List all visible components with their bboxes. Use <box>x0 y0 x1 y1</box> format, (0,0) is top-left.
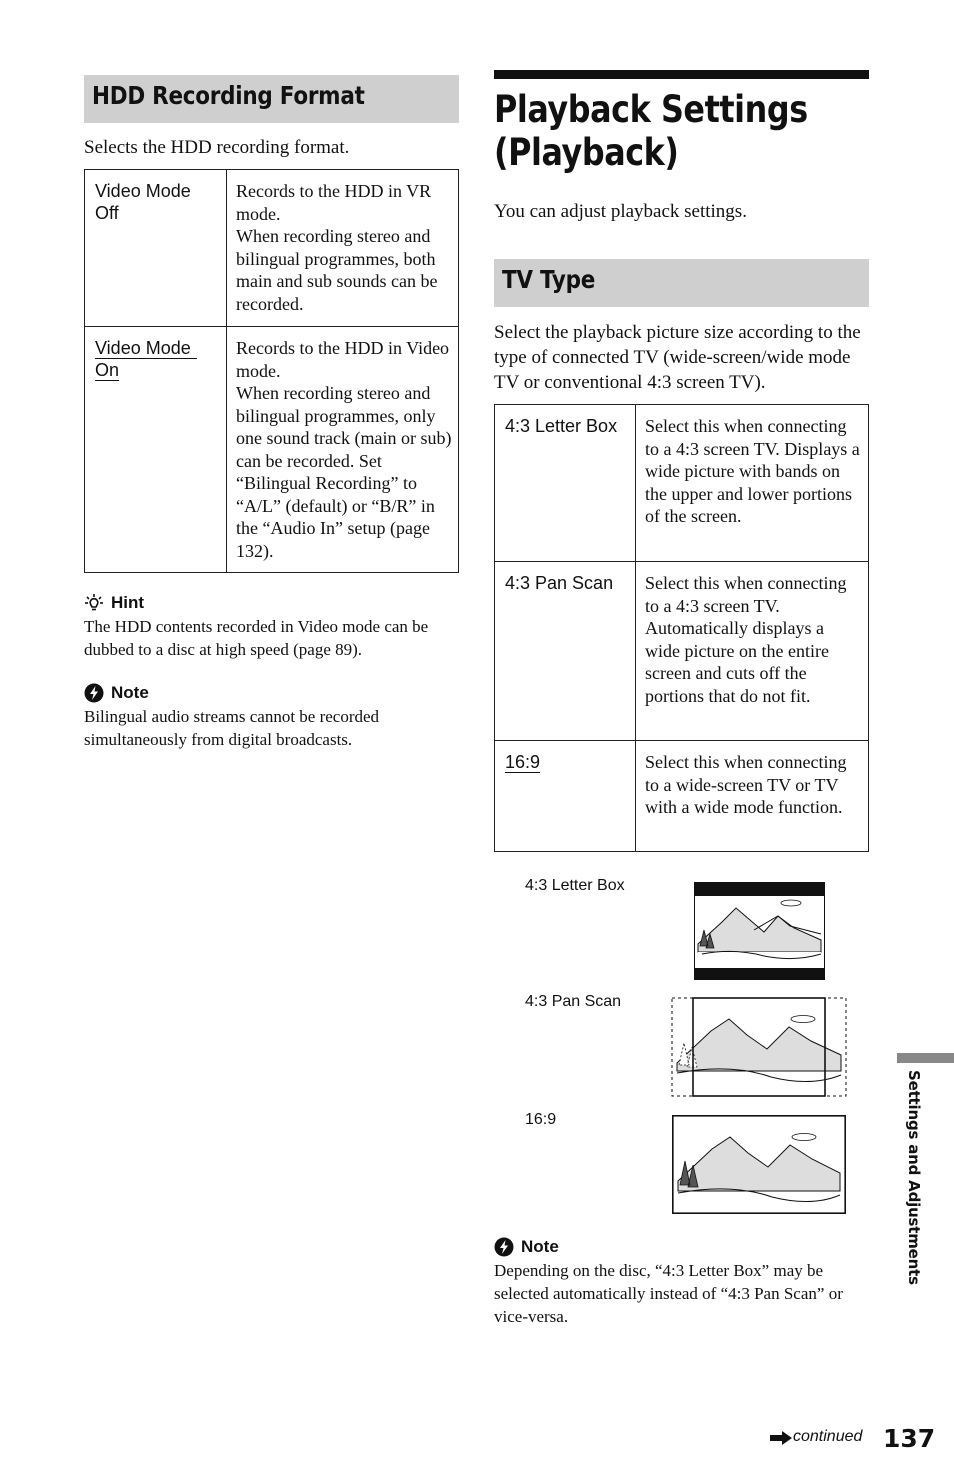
hint-title-row <box>84 593 459 613</box>
table-row <box>495 405 869 562</box>
right-note <box>494 1237 869 1328</box>
option-key-default-line2: On <box>95 360 120 380</box>
option-key-default: 16:9 <box>505 752 541 772</box>
option-description: Select this when connecting to a 4:3 screen TV. Displays a wide picture with bands on the upper and lower portions of the screen. <box>636 405 869 562</box>
widescreen-illustration <box>672 1115 846 1214</box>
table-row <box>495 741 869 852</box>
pic-label-panscan: 4:3 Pan Scan <box>525 993 622 1010</box>
footer <box>770 1424 936 1458</box>
table-row <box>85 170 459 327</box>
option-description: Records to the HDD in VR mode. When recording stereo and bilingual programmes, both main and sub sounds can be recorded. <box>227 170 459 327</box>
note-bolt-icon <box>494 1237 514 1257</box>
option-key-line2: Off <box>95 203 119 223</box>
title-rule <box>494 70 869 79</box>
table-row <box>495 562 869 741</box>
note-bolt-icon <box>84 683 104 703</box>
page-title: Playback Settings (Playback) <box>494 88 808 174</box>
note-text: Depending on the disc, “4:3 Letter Box” may be selected automatically instead of “4:3 Pan Scan” or vice-versa. <box>494 1261 843 1326</box>
table-row <box>85 327 459 573</box>
note-title-row <box>494 1237 869 1257</box>
tv-type-intro: Select the playback picture size according to the type of connected TV (wide-screen/wide mode TV or conventional 4:3 screen TV). <box>494 322 861 393</box>
right-column <box>494 70 869 852</box>
option-key-default: Video Mode <box>95 338 197 359</box>
left-column <box>84 75 459 751</box>
continued-label: continued <box>793 1428 863 1445</box>
option-key: 4:3 Pan Scan <box>495 562 636 741</box>
option-description: Records to the HDD in Video mode. When recording stereo and bilingual programmes, only one sound track (main or sub) can be recorded. Set “Bilingual Recording” to “A/L” (default) or “B/R” in the “Audio In” setup (page 132). <box>227 327 459 573</box>
playback-intro: You can adjust playback settings. <box>494 201 747 222</box>
panscan-illustration <box>671 997 847 1097</box>
arrow-right-icon <box>770 1431 792 1445</box>
section-tab-label: Settings and Adjustments <box>905 1070 923 1285</box>
page-number: 137 <box>883 1424 936 1453</box>
note-title: Note <box>111 683 149 702</box>
option-description: Select this when connecting to a wide-screen TV or TV with a wide mode function. <box>636 741 869 852</box>
hint-text: The HDD contents recorded in Video mode can be dubbed to a disc at high speed (page 89). <box>84 617 429 659</box>
hdd-recording-format-heading: HDD Recording Format <box>84 75 459 123</box>
note-title-row <box>84 683 459 703</box>
section-tab-marker <box>897 1053 954 1063</box>
hdd-options-table <box>84 169 459 573</box>
pic-label-letterbox: 4:3 Letter Box <box>525 877 625 894</box>
option-key: Video Mode <box>95 181 191 201</box>
letterbox-illustration <box>694 882 825 980</box>
note-text: Bilingual audio streams cannot be recorded simultaneously from digital broadcasts. <box>84 707 380 749</box>
tv-type-heading: TV Type <box>494 259 869 307</box>
option-key: 4:3 Letter Box <box>495 405 636 562</box>
note-title: Note <box>521 1237 559 1256</box>
lightbulb-icon <box>84 593 104 613</box>
tv-type-table <box>494 404 869 852</box>
hdd-intro: Selects the HDD recording format. <box>84 137 350 158</box>
hint-title: Hint <box>111 593 145 612</box>
option-description: Select this when connecting to a 4:3 screen TV. Automatically displays a wide picture on the entire screen and cuts off the portions that do not fit. <box>636 562 869 741</box>
pic-label-wide: 16:9 <box>525 1111 557 1128</box>
